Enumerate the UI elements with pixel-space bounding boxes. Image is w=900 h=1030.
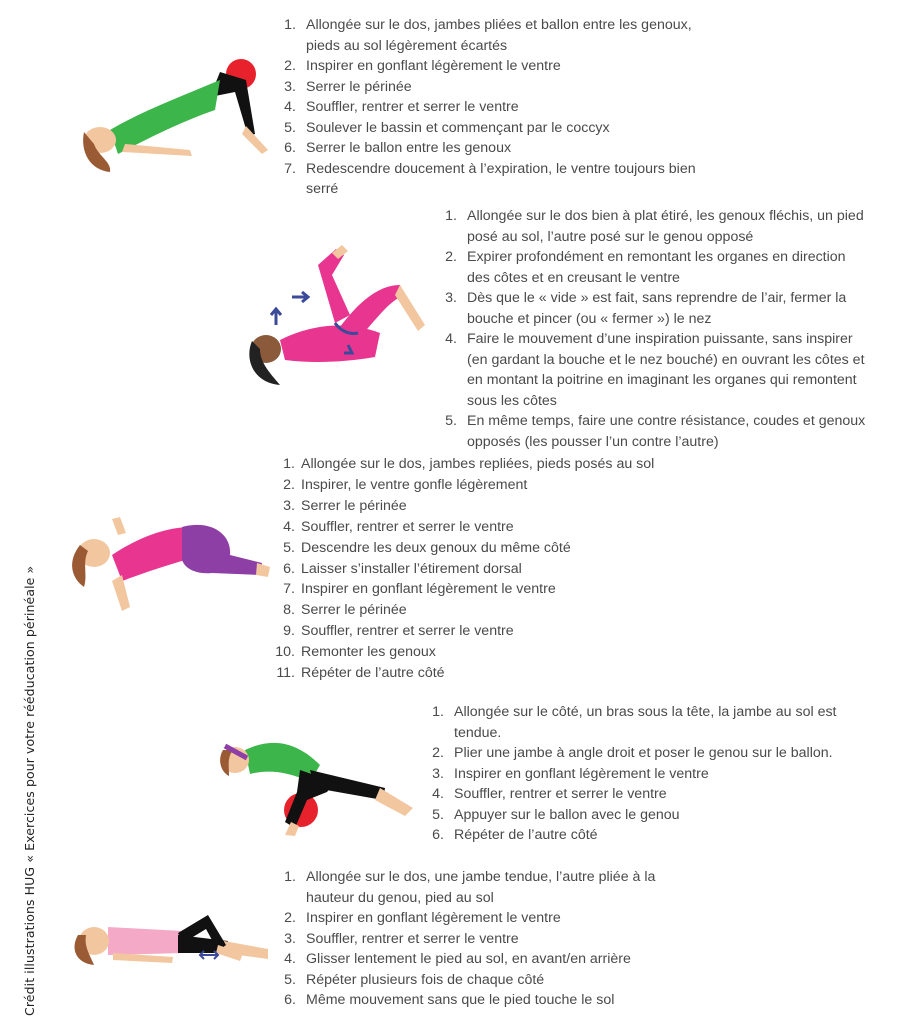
list-item [275,454,715,475]
exercise-3 [275,454,715,684]
step-text: Serrer le ballon entre les genoux [306,140,512,156]
list-item [280,118,700,139]
step-number: 6. [283,560,295,577]
step-text: Appuyer sur le ballon avec le genou [454,806,680,823]
step-number: 3. [284,930,296,947]
step-number: 3. [283,497,295,514]
list-item [275,475,715,496]
legs [182,525,262,575]
step-text: Allongée sur le dos bien à plat étiré, les genoux fléchis, un pied posé au sol, l’autre posé sur le genou opposé [467,208,864,245]
step-number: 2. [284,58,296,74]
list-item [275,579,715,600]
step-number: 7. [283,581,295,598]
list-item [275,600,715,621]
step-text: Serrer le périnée [301,602,407,619]
torso [108,927,183,955]
list-item [275,642,715,663]
exercise-3-illustration [62,515,272,615]
exercise-5-steps [280,867,700,1011]
step-number: 5. [283,539,295,556]
step-text: Allongée sur le dos, une jambe tendue, l’autre pliée à la hauteur du genou, pied au sol [306,869,656,906]
step-text: Même mouvement sans que le pied touche le sol [306,992,615,1008]
list-item [428,784,878,805]
step-text: Inspirer en gonflant légèrement le ventre [301,581,556,598]
step-number: 1. [445,208,457,224]
arm-down [112,575,130,611]
list-item [428,825,878,846]
step-text: Soulever le bassin et commençant par le coccyx [306,119,610,136]
step-text: Inspirer en gonflant légèrement le ventre [306,58,561,74]
step-text: Inspirer, le ventre gonfle légèrement [301,476,528,493]
step-number: 1. [284,17,296,33]
list-item [280,138,700,159]
step-text: Souffler, rentrer et serrer le ventre [306,930,519,947]
exercise-1 [280,15,700,200]
step-number: 5. [284,971,296,988]
step-number: 1. [284,869,296,885]
exercise-5-illustration [68,905,273,975]
step-text: Allongée sur le dos, jambes pliées et ballon entre les genoux, pieds au sol légèrement écartés [306,17,692,54]
step-number: 4. [432,786,444,802]
list-item [280,159,700,200]
step-text: Souffler, rentrer et serrer le ventre [301,623,514,640]
exercise-4-illustration [215,730,425,840]
list-item [280,990,700,1011]
list-item [441,247,871,288]
step-text: Inspirer en gonflant légèrement le ventre [454,765,709,782]
torso [280,326,380,362]
leg-straight [310,770,385,800]
step-number: 6. [284,140,296,156]
step-text: Redescendre doucement à l’expiration, le ventre toujours bien serré [306,160,696,197]
arrow-icon [292,292,308,302]
list-item [428,702,878,743]
step-text: En même temps, faire une contre résistance, coudes et genoux opposés (les pousser l’un contre l’autre) [467,413,866,450]
step-number: 9. [283,623,295,640]
exercise-5 [280,867,700,1011]
arm [113,953,173,963]
step-number: 5. [445,413,457,429]
step-number: 2. [283,476,295,493]
step-text: Allongée sur le dos, jambes repliées, pieds posés au sol [301,456,655,472]
arm-up [112,517,126,535]
step-number: 2. [432,745,444,761]
step-number: 5. [284,119,296,136]
step-text: Remonter les genoux [301,644,436,661]
step-text: Descendre les deux genoux du même côté [301,539,571,556]
step-text: Souffler, rentrer et serrer le ventre [301,518,514,535]
step-number: 8. [283,602,295,619]
list-item [428,805,878,826]
step-number: 6. [284,992,296,1008]
list-item [280,15,700,56]
step-text: Dès que le « vide » est fait, sans reprendre de l’air, fermer la bouche et pincer (ou « fermer ») le nez [467,290,847,327]
list-item [275,559,715,580]
list-item [441,206,871,247]
step-text: Répéter de l’autre côté [454,827,598,843]
step-text: Laisser s’installer l’étirement dorsal [301,560,522,577]
list-item [428,764,878,785]
step-number: 11. [276,665,295,682]
list-item [280,77,700,98]
list-item [280,949,700,970]
list-item [275,517,715,538]
step-text: Serrer le périnée [301,497,407,514]
torso [110,80,220,154]
step-number: 2. [284,910,296,926]
step-text: Inspirer en gonflant légèrement le ventre [306,910,561,926]
list-item [280,908,700,929]
exercise-4 [428,702,878,846]
illustration-credit: Crédit illustrations HUG « Exercices pour votre rééducation périnéale » [22,565,37,1016]
exercise-2-steps [441,206,871,452]
list-item [441,411,871,452]
list-item [275,663,715,684]
step-text: Expirer profondément en remontant les organes en direction des côtes et en creusant le ventre [467,249,846,286]
step-number: 3. [445,290,457,306]
exercise-2 [441,206,871,452]
step-number: 2. [445,249,457,265]
list-item [275,621,715,642]
step-number: 5. [432,806,444,823]
arm [122,144,192,156]
list-item [280,97,700,118]
step-text: Répéter de l’autre côté [301,665,445,682]
step-number: 4. [445,331,457,347]
exercise-4-steps [428,702,878,846]
list-item [275,538,715,559]
step-number: 4. [284,99,296,115]
list-item [280,56,700,77]
list-item [280,929,700,950]
list-item [275,496,715,517]
exercise-3-steps [275,454,715,684]
step-text: Plier une jambe à angle droit et poser le genou sur le ballon. [454,745,833,761]
step-text: Souffler, rentrer et serrer le ventre [454,786,667,802]
step-text: Souffler, rentrer et serrer le ventre [306,99,519,115]
step-number: 3. [432,765,444,782]
step-number: 1. [283,456,295,472]
arrow-up-icon [271,309,281,325]
list-item [280,867,700,908]
step-text: Allongée sur le côté, un bras sous la tête, la jambe au sol est tendue. [454,704,837,741]
step-number: 1. [432,704,444,720]
step-number: 3. [284,78,296,95]
exercise-1-illustration [70,52,275,177]
list-item [280,970,700,991]
list-item [428,743,878,764]
step-number: 6. [432,827,444,843]
step-text: Répéter plusieurs fois de chaque côté [306,971,545,988]
list-item [441,288,871,329]
exercise-2-illustration [240,245,440,390]
step-text: Serrer le périnée [306,78,412,95]
step-number: 4. [283,518,295,535]
list-item [441,329,871,411]
step-text: Faire le mouvement d’une inspiration puissante, sans inspirer (en gardant la bouche et le nez bouché) en ouvrant les côtes et en montant la poitrine en imaginant les organes qui remontent sous les côtes [467,331,865,409]
step-number: 10. [275,644,295,661]
exercise-1-steps [280,15,700,200]
hair [72,545,88,587]
step-number: 4. [284,951,296,967]
step-number: 7. [284,160,296,177]
step-text: Glisser lentement le pied au sol, en avant/en arrière [306,951,631,967]
leg-raised [318,249,350,323]
